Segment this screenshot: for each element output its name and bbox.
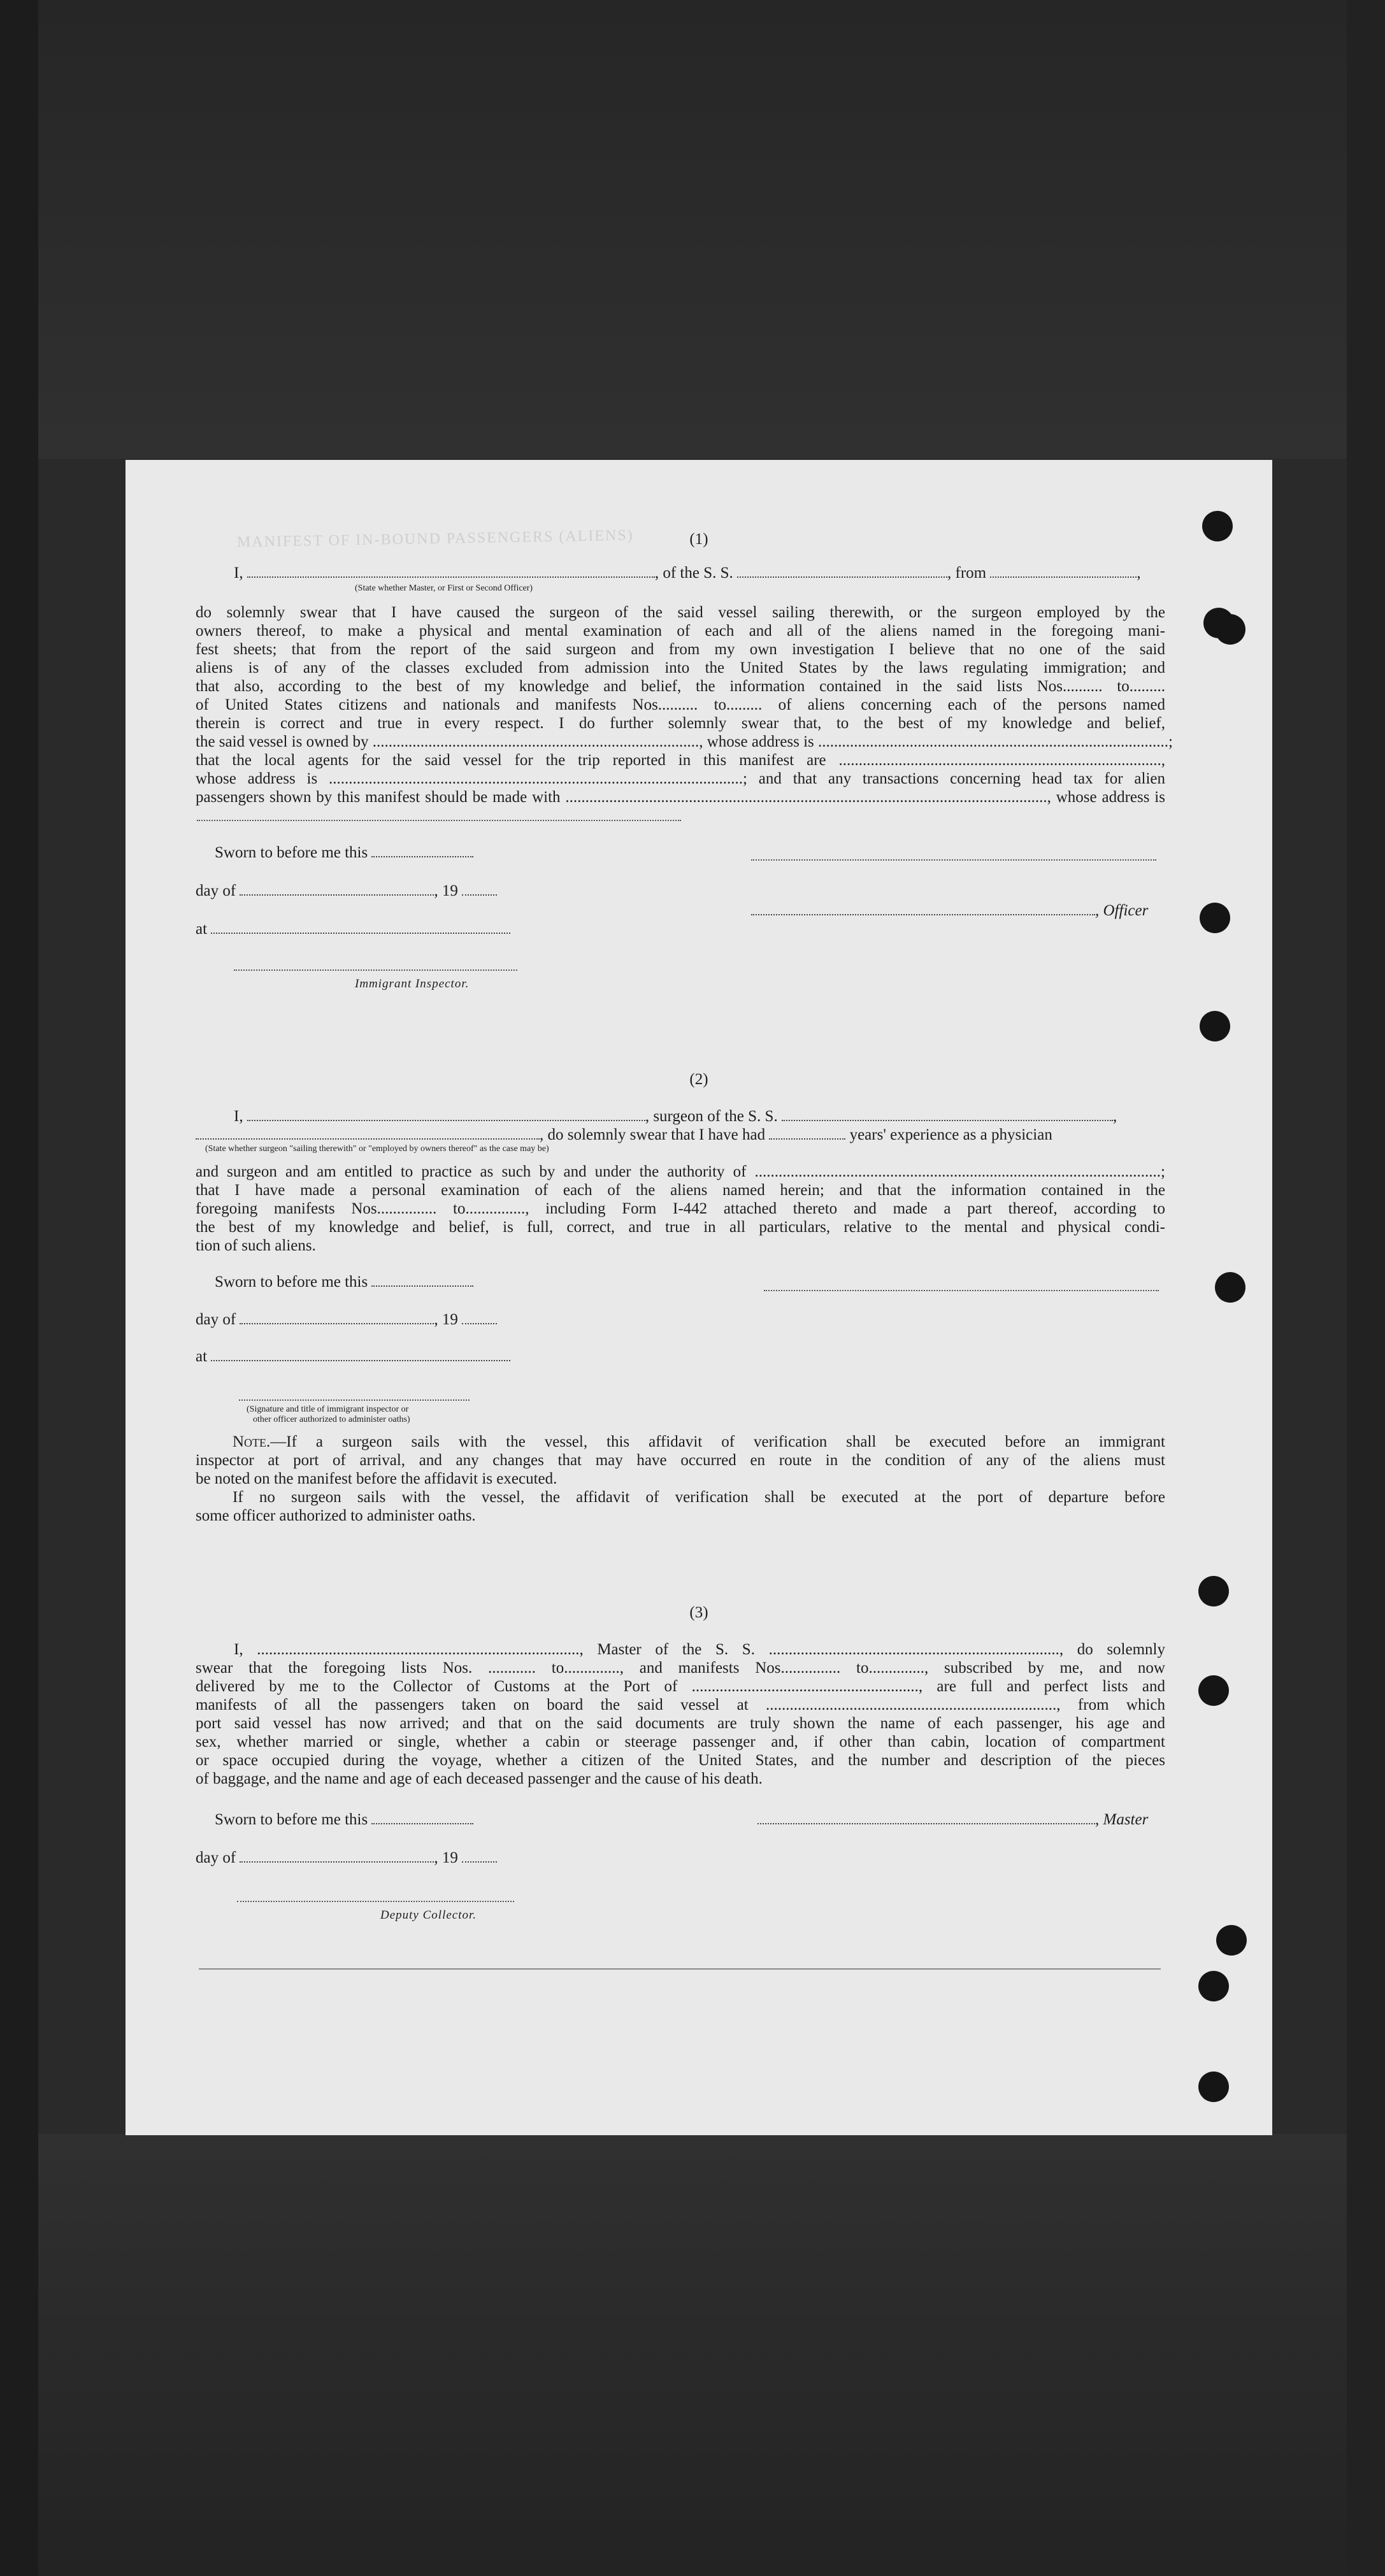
month-field bbox=[240, 894, 434, 896]
place-field bbox=[211, 1360, 510, 1361]
pronoun-i: I, bbox=[234, 1108, 243, 1125]
surgeon-status-field bbox=[196, 1138, 540, 1140]
year-field bbox=[462, 894, 497, 896]
day-line bbox=[196, 1310, 497, 1329]
departure-port-field bbox=[990, 576, 1137, 578]
paragraph-line: foregoing manifests Nos............... to..............., including Form I-442 attached thereto and made a part thereof, according to bbox=[196, 1200, 1165, 1217]
year-field bbox=[462, 1861, 497, 1863]
year-field bbox=[462, 1323, 497, 1324]
note-line: be noted on the manifest before the affidavit is executed. bbox=[196, 1470, 557, 1487]
signature-caption-line-1: (Signature and title of immigrant inspector or bbox=[247, 1405, 409, 1414]
paragraph-line: I, ................................................................................., Master of the S. S. ........................................................................., do solemnly bbox=[234, 1641, 1165, 1658]
master-signature-field bbox=[757, 1823, 1095, 1824]
note-line: some officer authorized to administer oaths. bbox=[196, 1507, 476, 1524]
master-line bbox=[757, 1810, 1148, 1829]
address-continuation-field bbox=[197, 820, 681, 821]
punch-hole bbox=[1198, 1675, 1229, 1706]
note-line: inspector at port of arrival, and any changes that may have occurred en route in the condition of any of the aliens must bbox=[196, 1452, 1165, 1469]
document-page bbox=[126, 460, 1272, 2135]
paragraph-line: port said vessel has now arrived; and that on the said documents are truly shown the name of each passenger, his age and bbox=[196, 1715, 1165, 1732]
paragraph-line: sex, whether married or single, whether a cabin or steerage passenger and, if other than cabin, location of compartment bbox=[196, 1733, 1165, 1750]
note-line: If no surgeon sails with the vessel, the affidavit of verification shall be executed at the port of departure before bbox=[233, 1489, 1165, 1506]
from-text: , from bbox=[947, 564, 987, 582]
paragraph-line: or space occupied during the voyage, whether a citizen of the United States, and the number and description of the pieces bbox=[196, 1752, 1165, 1769]
vessel-name-field bbox=[737, 576, 947, 578]
punch-hole bbox=[1198, 1971, 1229, 2001]
sworn-text: Sworn to before me this bbox=[215, 1273, 368, 1291]
film-background-bottom bbox=[0, 2134, 1385, 2576]
paragraph-line: aliens is of any of the classes excluded from admission into the United States by the laws regulating immigration; and bbox=[196, 659, 1165, 676]
place-field bbox=[211, 933, 510, 934]
note-text: —If a surgeon sails with the vessel, this affidavit of verification shall be executed before an immigrant bbox=[270, 1433, 1165, 1450]
officer-label: , Officer bbox=[1095, 902, 1149, 919]
punch-hole bbox=[1215, 614, 1245, 645]
note-line bbox=[233, 1433, 1165, 1451]
note-label: Note. bbox=[233, 1433, 271, 1450]
section-number: (3) bbox=[689, 1604, 708, 1621]
at-line bbox=[196, 920, 510, 938]
collector-signature-field bbox=[237, 1901, 514, 1902]
at-line bbox=[196, 1347, 510, 1366]
surgeon-of-vessel-text: , surgeon of the S. S. bbox=[645, 1108, 778, 1125]
section2-second-line bbox=[196, 1126, 1052, 1144]
officer-rank-field bbox=[247, 576, 655, 578]
punch-hole bbox=[1200, 1011, 1230, 1041]
day-line bbox=[196, 1849, 497, 1867]
sworn-text: Sworn to before me this bbox=[215, 844, 368, 861]
paragraph-line: whose address is ........................................................................................................; and that any transactions concerning head tax for alien bbox=[196, 770, 1165, 787]
punch-hole bbox=[1216, 1925, 1247, 1956]
collector-caption: Deputy Collector. bbox=[380, 1908, 477, 1922]
sworn-date-field bbox=[371, 856, 473, 857]
paragraph-line: that the local agents for the said vessel for the trip reported in this manifest are ................................................................................., bbox=[196, 752, 1165, 769]
at-text: at bbox=[196, 920, 208, 938]
inspector-signature-field bbox=[234, 970, 517, 971]
paragraph-line: delivered by me to the Collector of Customs at the Port of ........................................................., are full and perfect lists and bbox=[196, 1678, 1165, 1695]
section1-opening-line: I, , of the S. S. , from , bbox=[234, 564, 1141, 582]
year-prefix: , 19 bbox=[434, 882, 458, 899]
film-edge-right bbox=[1347, 0, 1385, 2576]
section-number: (1) bbox=[689, 531, 708, 548]
month-field bbox=[240, 1861, 434, 1863]
punch-hole bbox=[1215, 1272, 1245, 1303]
day-of-text: day of bbox=[196, 1849, 236, 1866]
signature-caption-line-2: other officer authorized to administer oaths) bbox=[253, 1415, 410, 1424]
sworn-text: Sworn to before me this bbox=[215, 1811, 368, 1828]
paragraph-line: that I have made a personal examination of each of the aliens named herein; and that the information contained in the bbox=[196, 1182, 1165, 1199]
surgeon-name-field bbox=[247, 1120, 645, 1121]
sworn-line bbox=[215, 1273, 473, 1291]
surgeon-signature-field bbox=[764, 1290, 1159, 1291]
paragraph-line: fest sheets; that from the report of the said surgeon and from my own investigation I believe that no one of the said bbox=[196, 641, 1165, 658]
sworn-date-field bbox=[371, 1823, 473, 1824]
solemnly-swear-text: , do solemnly swear that I have had bbox=[540, 1126, 766, 1143]
vessel-name-field bbox=[782, 1120, 1113, 1121]
sworn-date-field bbox=[371, 1285, 473, 1287]
punch-hole bbox=[1200, 903, 1230, 933]
year-prefix: , 19 bbox=[434, 1311, 458, 1328]
officer-name-field bbox=[751, 914, 1095, 915]
officer-signature-field bbox=[751, 859, 1156, 861]
paragraph-line: do solemnly swear that I have caused the surgeon of the said vessel sailing therewith, or the surgeon employed by the bbox=[196, 604, 1165, 621]
paragraph-line: swear that the foregoing lists Nos. ............ to.............., and manifests Nos............... to.............., subscribed by me, and now bbox=[196, 1659, 1165, 1677]
day-of-text: day of bbox=[196, 882, 236, 899]
paragraph-line: the best of my knowledge and belief, is full, correct, and true in all particulars, relative to the mental and physical condi- bbox=[196, 1219, 1165, 1236]
paragraph-line: manifests of all the passengers taken on board the said vessel at ........................................................................., from which bbox=[196, 1696, 1165, 1714]
paragraph-line: and surgeon and am entitled to practice as such by and under the authority of ......................................................................................................; bbox=[196, 1163, 1165, 1180]
day-line bbox=[196, 882, 497, 900]
years-experience-text: years' experience as a physician bbox=[849, 1126, 1052, 1143]
at-text: at bbox=[196, 1348, 208, 1365]
years-field bbox=[769, 1138, 845, 1140]
punch-hole bbox=[1198, 1576, 1229, 1606]
paragraph-line: of United States citizens and nationals and manifests Nos.......... to......... of aliens concerning each of the persons named bbox=[196, 696, 1165, 713]
officer-rank-caption: (State whether Master, or First or Second Officer) bbox=[355, 583, 533, 593]
paragraph-line: the said vessel is owned by .................................................................................., whose address is ........................................................................................; bbox=[196, 733, 1173, 750]
punch-hole bbox=[1198, 2072, 1229, 2102]
sworn-line bbox=[215, 843, 473, 862]
paragraph-line: that also, according to the best of my knowledge and belief, the information contained in the said lists Nos.......... to......... bbox=[196, 678, 1165, 695]
pronoun-i: I, bbox=[234, 564, 243, 582]
section-number: (2) bbox=[689, 1071, 708, 1088]
paragraph-line: of baggage, and the name and age of each deceased passenger and the cause of his death. bbox=[196, 1770, 763, 1787]
surgeon-status-caption: (State whether surgeon "sailing therewith" or "employed by owners thereof" as the case may be) bbox=[205, 1144, 549, 1154]
year-prefix: , 19 bbox=[434, 1849, 458, 1866]
of-vessel-text: , of the S. S. bbox=[654, 564, 733, 582]
faint-bleed-through-header: MANIFEST OF IN-BOUND PASSENGERS (ALIENS) bbox=[236, 527, 634, 551]
inspector-caption: Immigrant Inspector. bbox=[355, 977, 470, 991]
administering-officer-signature-field bbox=[239, 1399, 470, 1401]
master-label: , Master bbox=[1095, 1811, 1149, 1828]
sworn-line bbox=[215, 1810, 473, 1829]
officer-line bbox=[751, 901, 1148, 920]
day-of-text: day of bbox=[196, 1311, 236, 1328]
month-field bbox=[240, 1323, 434, 1324]
bottom-rule bbox=[199, 1968, 1161, 1970]
film-edge-left bbox=[0, 0, 38, 2576]
paragraph-line: owners thereof, to make a physical and mental examination of each and all of the aliens named in the foregoing mani- bbox=[196, 622, 1165, 640]
paragraph-line: therein is correct and true in every respect. I do further solemnly swear that, to the best of my knowledge and belief, bbox=[196, 715, 1165, 732]
paragraph-line: passengers shown by this manifest should be made with ........................................................................................................................., whose address is bbox=[196, 789, 1165, 806]
section2-opening-line: I, , surgeon of the S. S. , bbox=[234, 1108, 1117, 1125]
film-background-top bbox=[0, 0, 1385, 459]
paragraph-line: tion of such aliens. bbox=[196, 1237, 316, 1254]
